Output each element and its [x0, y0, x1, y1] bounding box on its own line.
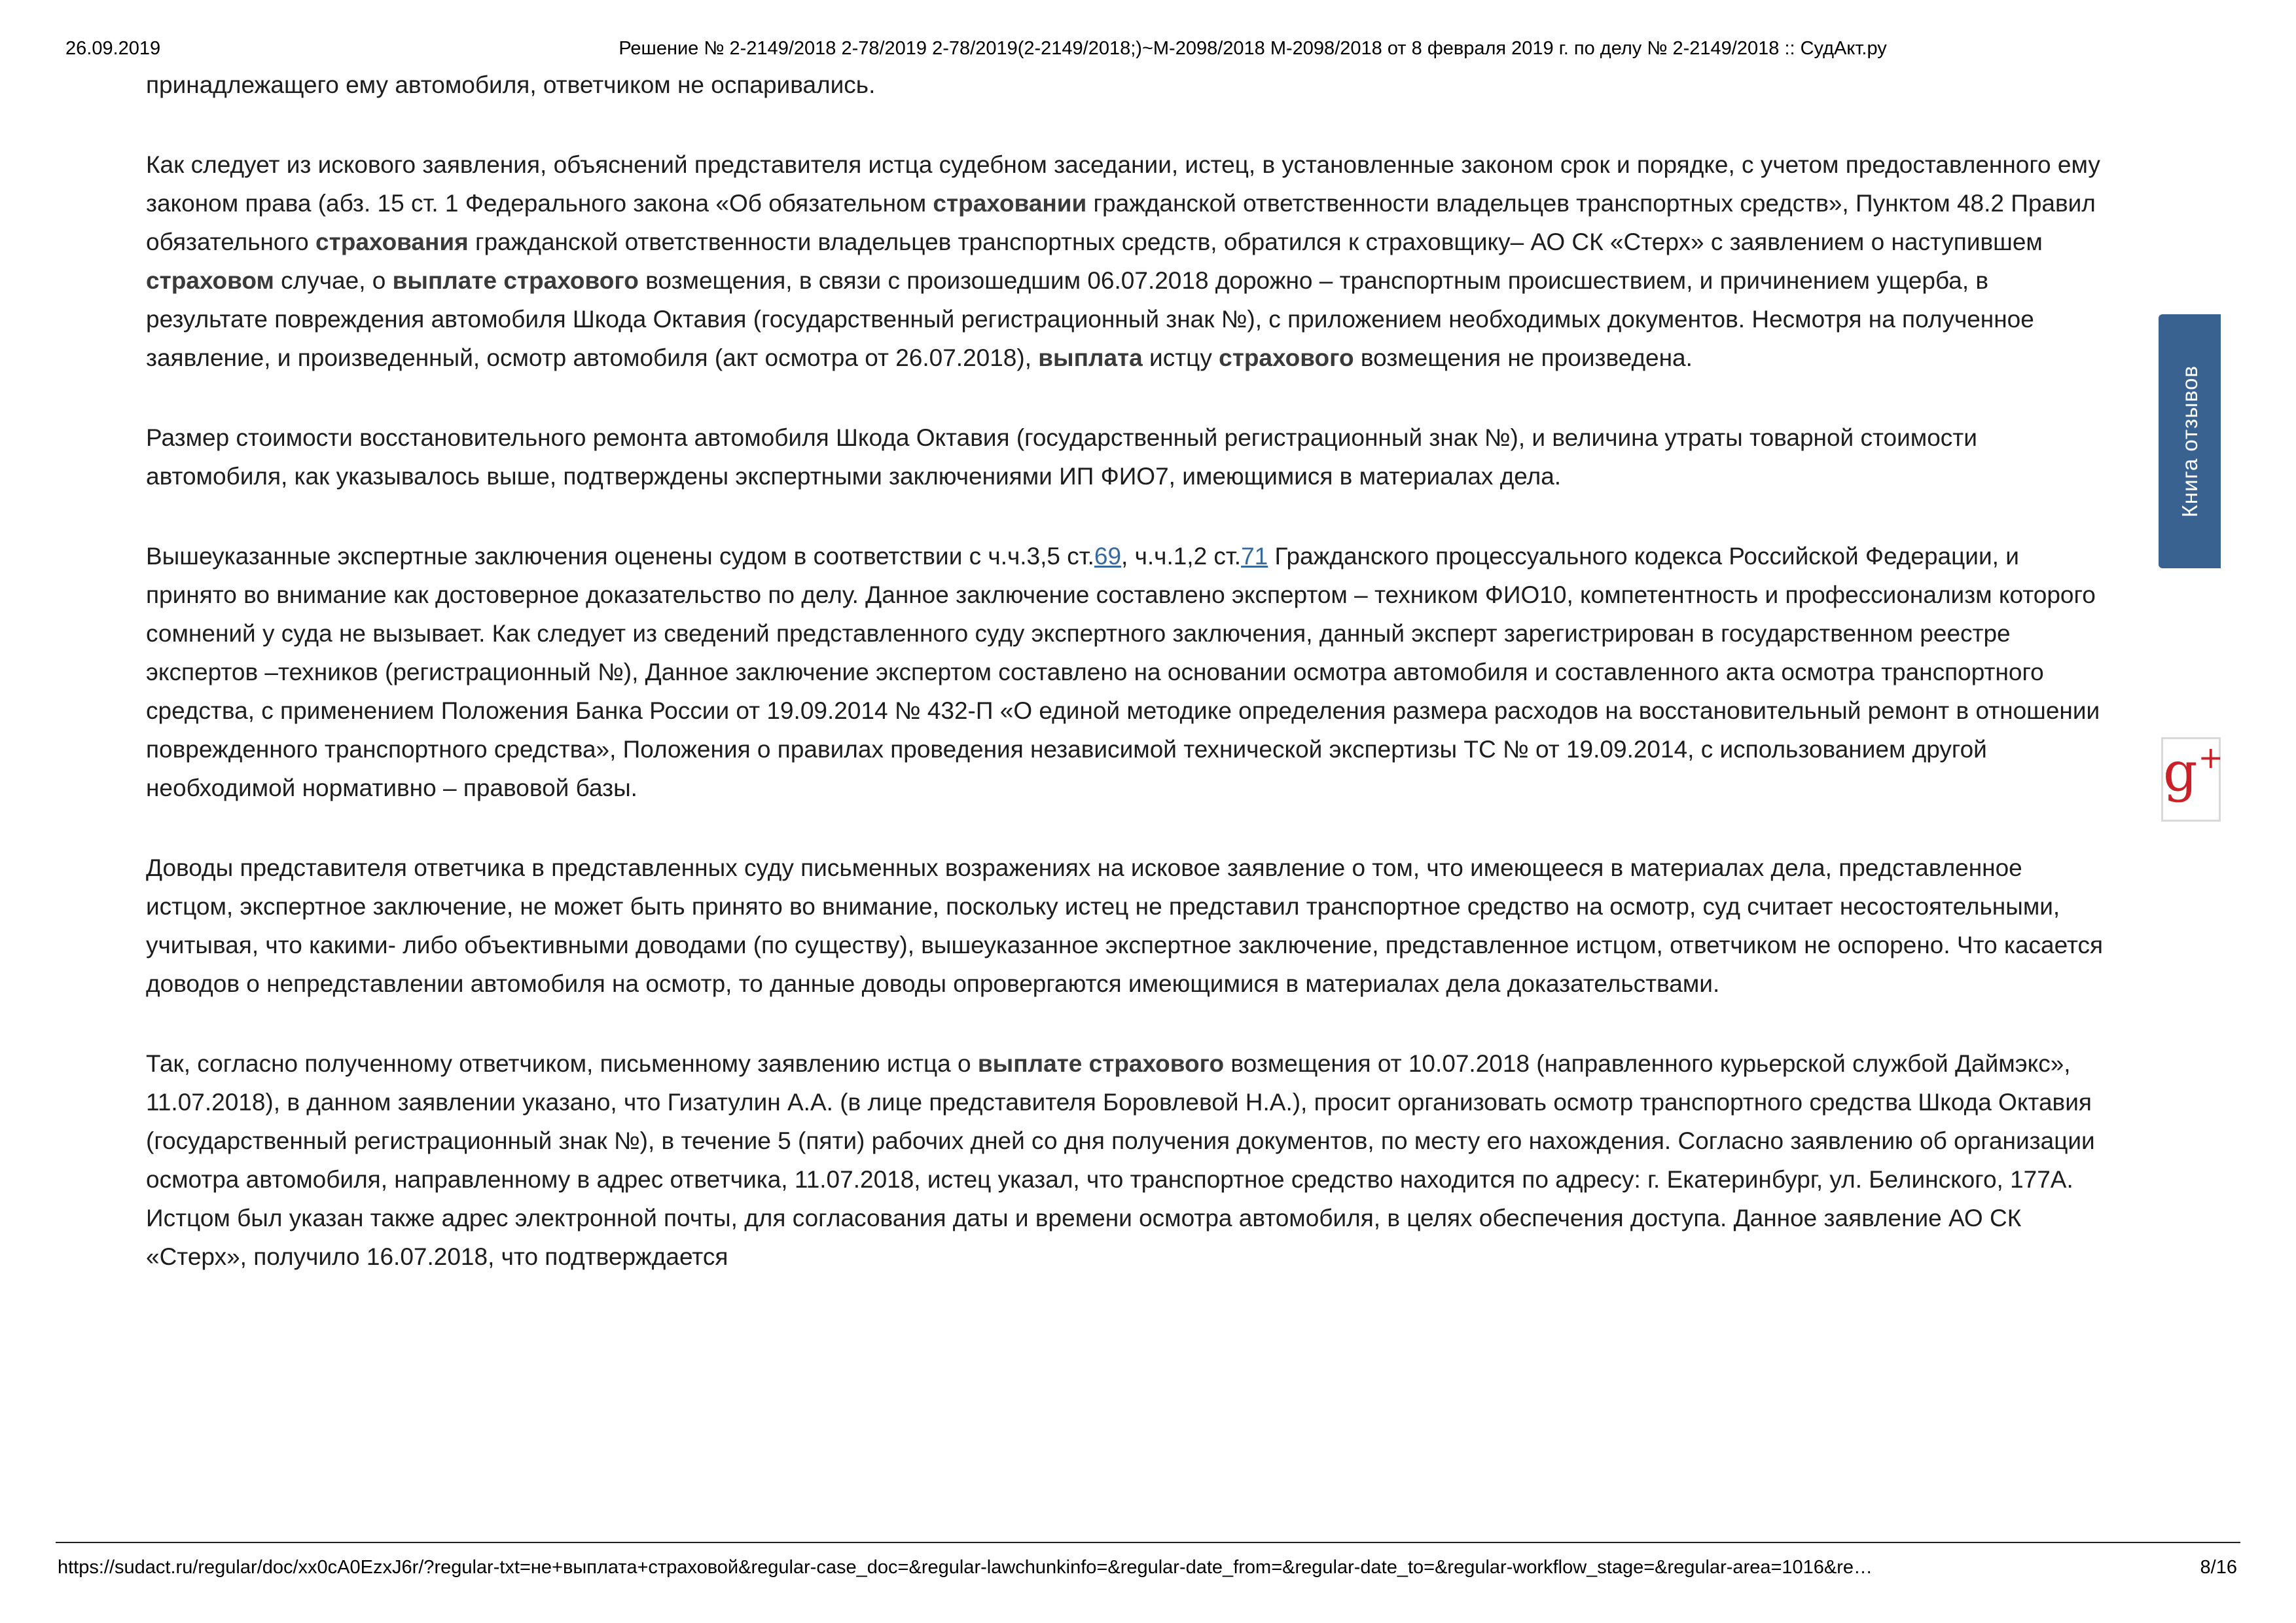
text-run: Размер стоимости восстановительного ремонта автомобиля Шкода Октавия (государственный регистрационный знак №), и величина утраты товарной стоимости автомобиля, как указывалось выше, подтверждены экспертными заключениями ИП ФИО7, имеющимися в материалах дела. [146, 424, 1977, 490]
text-run: Так, согласно полученному ответчиком, письменному заявлению истца о [146, 1050, 978, 1077]
feedback-tab-label: Книга отзывов [2177, 365, 2202, 518]
paragraph [146, 65, 2106, 104]
print-header [65, 38, 2234, 60]
paragraph [146, 848, 2106, 1003]
page-number: 8/16 [2200, 1557, 2237, 1578]
law-article-link[interactable]: 69 [1094, 543, 1122, 570]
document-body [146, 65, 2106, 1317]
text-run: Вышеуказанные экспертные заключения оценены судом в соответствии с ч.ч.3,5 ст. [146, 543, 1094, 570]
text-run: возмещения от 10.07.2018 (направленного курьерской службой Даймэкс», 11.07.2018), в данном заявлении указано, что Гизатулин А.А. (в лице представителя Боровлевой Н.А.), просит организовать осмотр транспортного средства Шкода Октавия (государственный регистрационный знак №), в течение 5 (пяти) рабочих дней со дня получения документов, по месту его нахождения. Согласно заявлению об организации осмотра автомобиля, направленному в адрес ответчика, 11.07.2018, истец указал, что транспортное средство находится по адресу: г. Екатеринбург, ул. Белинского, 177А. Истцом был указан также адрес электронной почты, для согласования даты и времени осмотра автомобиля, в целях обеспечения доступа. Данное заявление АО СК «Стерх», получило 16.07.2018, что подтверждается [146, 1050, 2095, 1270]
text-run: гражданской ответственности владельцев транспортных средств», Пунктом 48.2 Правил обязательного [146, 190, 2096, 255]
highlighted-term: выплате страхового [977, 1050, 1225, 1077]
highlighted-term: страховом [146, 267, 274, 294]
paragraph [146, 418, 2106, 496]
law-article-link[interactable]: 71 [1241, 543, 1268, 570]
text-run: случае, о [274, 267, 393, 294]
text-run: возмещения, в связи с произошедшим 06.07.2018 дорожно – транспортным происшествием, и причинением ущерба, в результате повреждения автомобиля Шкода Октавия (государственный регистрационный знак №), с приложением необходимых документов. Несмотря на полученное заявление, и произведенный, осмотр автомобиля (акт осмотра от 26.07.2018), [146, 267, 2034, 371]
highlighted-term: выплата [1038, 344, 1143, 371]
paragraph [146, 145, 2106, 377]
text-run: принадлежащего ему автомобиля, ответчиком не оспаривались. [146, 71, 876, 98]
footer-divider [56, 1542, 2240, 1543]
highlighted-term: выплате страхового [392, 267, 639, 294]
feedback-tab[interactable] [2159, 314, 2221, 568]
google-plus-icon [2163, 740, 2223, 801]
text-run: истцу [1142, 344, 1219, 371]
text-run: Гражданского процессуального кодекса Российской Федерации, и принято во внимание как достоверное доказательство по делу. Данное заключение составлено экспертом – техником ФИО10, компетентность и профессионализм которого сомнений у суда не вызывает. Как следует из сведений представленного суду экспертного заключения, данный эксперт зарегистрирован в государственном реестре экспертов –техников (регистрационный №), Данное заключение экспертом составлено на основании осмотра автомобиля и составленного акта осмотра транспортного средства, с применением Положения Банка России от 19.09.2014 № 432-П «О единой методике определения размера расходов на восстановительный ремонт в отношении поврежденного транспортного средства», Положения о правилах проведения независимой технической экспертизы ТС № от 19.09.2014, с использованием другой необходимой нормативно – правовой базы. [146, 543, 2100, 801]
highlighted-term: страхования [315, 228, 469, 255]
gplus-g-glyph: g [2163, 741, 2198, 803]
text-run: гражданской ответственности владельцев транспортных средств, обратился к страховщику– АО СК «Стерх» с заявлением о наступившем [468, 228, 2043, 255]
highlighted-term: страхового [1219, 344, 1354, 371]
paragraph [146, 537, 2106, 807]
text-run: , ч.ч.1,2 ст. [1121, 543, 1242, 570]
text-run: Как следует из искового заявления, объяснений представителя истца судебном заседании, истец, в установленные законом срок и порядке, с учетом предоставленного ему законом права (абз. 15 ст. 1 Федерального закона «Об обязательном [146, 151, 2100, 217]
source-url: https://sudact.ru/regular/doc/xx0cA0EzxJ6r/?regular-txt=не+выплата+страховой&regular-case_doc=&regular-lawchunkinfo=&regular-date_from=&regular-date_to=&regular-workflow_stage=&regular-area=1016&re… [58, 1557, 1873, 1578]
highlighted-term: страховании [933, 190, 1087, 217]
print-date: 26.09.2019 [65, 38, 161, 59]
page-title: Решение № 2-2149/2018 2-78/2019 2-78/2019(2-2149/2018;)~М-2098/2018 М-2098/2018 от 8 февраля 2019 г. по делу № 2-2149/2018 :: СудАкт.ру [619, 38, 1887, 59]
google-plus-button[interactable] [2161, 737, 2224, 822]
gplus-plus-glyph: + [2198, 740, 2224, 775]
text-run: возмещения не произведена. [1354, 344, 1693, 371]
text-run: Доводы представителя ответчика в представленных суду письменных возражениях на исковое заявление о том, что имеющееся в материалах дела, представленное истцом, экспертное заключение, не может быть принято во внимание, поскольку истец не представил транспортное средство на осмотр, суд считает несостоятельными, учитывая, что какими- либо объективными доводами (по существу), вышеуказанное экспертное заключение, представленное истцом, ответчиком не оспорено. Что касается доводов о непредставлении автомобиля на осмотр, то данные доводы опровергаются имеющимися в материалах дела доказательствами. [146, 854, 2104, 997]
paragraph [146, 1044, 2106, 1276]
